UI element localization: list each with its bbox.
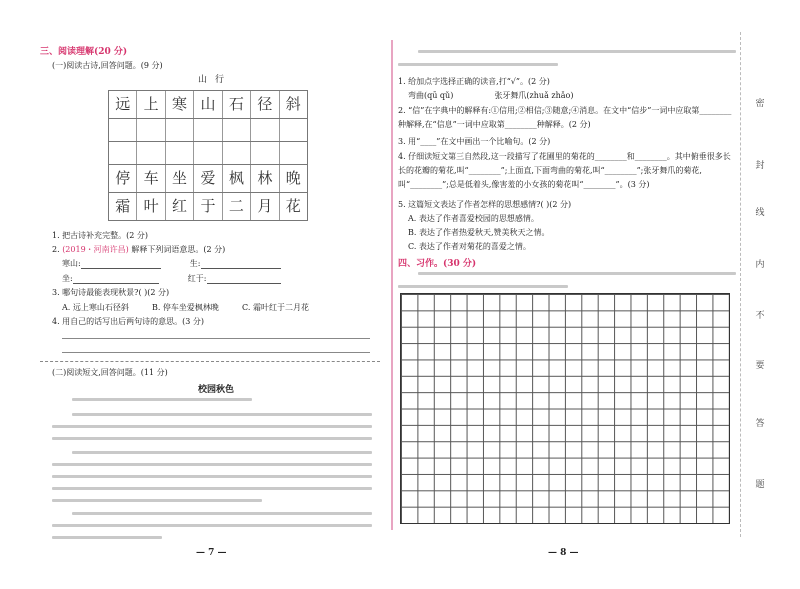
answer-blank[interactable] <box>81 259 161 269</box>
poem-title: 山行 <box>198 75 233 85</box>
r-question-2: 2. “信”在字典中的解释有:①信用;②相信;③随意;④消息。在文中“信步”一词中应取第________种解释,在“信息”一词中应取第________种解释。(2 分) <box>398 106 732 129</box>
poem-char: 月 <box>251 193 279 220</box>
q3-options <box>62 302 309 313</box>
poem-char: 二 <box>223 193 251 220</box>
binding-char: 题 <box>755 480 765 490</box>
term-row-1: 寒山: 生: <box>62 258 281 269</box>
writing-grid[interactable] <box>400 293 730 524</box>
part1-heading: (一)阅读古诗,回答问题。(9 分) <box>52 61 163 70</box>
poem-char: 坐 <box>166 165 194 192</box>
poem-row-3 <box>108 192 308 221</box>
poem-char: 红 <box>166 193 194 220</box>
poem-char: 上 <box>137 91 165 118</box>
poem-char: 叶 <box>137 193 165 220</box>
source-tag: (2019・河南许昌) <box>62 245 129 254</box>
poem-char: 晚 <box>285 169 301 187</box>
r-question-4: 4. 仔细读短文第三自然段,这一段描写了花圃里的菊花的________和________。其中俯垂很多长长的花瓣的菊花,叫“________”;上面直,下面弯曲的菊花,叫“________”;张牙舞爪的菊花,叫“________”;总是低着头,像害羞的小女孩的菊花叫“________”。(3 分) <box>398 152 731 189</box>
section-4-title: 四、习作。(30 分) <box>398 259 477 269</box>
question-3: 3. 哪句诗最能表现秋景?( )(2 分) <box>52 288 170 297</box>
page-number-left: — 7 — <box>196 548 227 558</box>
option-b[interactable]: B. 停车坐爱枫林晚 <box>151 303 219 312</box>
r-question-1: 1. 给加点字选择正确的读音,打“√”。(2 分) <box>398 77 550 86</box>
poem-row-1 <box>108 90 308 118</box>
poem-char: 车 <box>137 165 165 192</box>
binding-char: 密 <box>755 99 765 109</box>
poem-row-2 <box>108 164 308 192</box>
binding-char: 要 <box>755 361 765 371</box>
poem-char: 于 <box>194 193 222 220</box>
q5-option-b[interactable]: B. 表达了作者热爱秋天,赞美秋天之情。 <box>408 228 550 237</box>
poem-char: 寒 <box>166 91 194 118</box>
poem-char: 斜 <box>285 95 301 113</box>
poem-char: 径 <box>251 91 279 118</box>
answer-line[interactable] <box>62 352 370 353</box>
q5-option-a[interactable]: A. 表达了作者喜爱校园的思想感情。 <box>408 214 539 223</box>
q5-option-c[interactable]: C. 表达了作者对菊花的喜爱之情。 <box>408 242 531 251</box>
center-divider <box>391 40 393 530</box>
r-question-3: 3. 用“____”在文中画出一个比喻句。(2 分) <box>398 137 551 146</box>
poem-blank-row[interactable] <box>108 141 308 164</box>
poem-char: 石 <box>223 91 251 118</box>
question-4: 4. 用自己的话写出后两句诗的意思。(3 分) <box>52 317 205 326</box>
answer-blank[interactable] <box>73 274 159 284</box>
poem-char: 远 <box>109 91 137 118</box>
part2-heading: (二)阅读短文,回答问题。(11 分) <box>52 368 168 377</box>
poem-blank-row[interactable] <box>108 118 308 141</box>
answer-line[interactable] <box>62 338 370 339</box>
page-number-right: — 8 — <box>548 548 579 558</box>
poem-char: 枫 <box>223 165 251 192</box>
option-c[interactable]: C. 霜叶红于二月花 <box>242 303 309 312</box>
poem-char: 停 <box>109 165 137 192</box>
binding-char: 不 <box>755 311 765 321</box>
binding-char: 封 <box>755 161 765 171</box>
answer-blank[interactable] <box>201 259 281 269</box>
r-question-5: 5. 这篇短文表达了作者怎样的思想感情?( )(2 分) <box>398 200 572 209</box>
section-separator <box>40 361 380 362</box>
option-a[interactable]: A. 远上寒山石径斜 <box>62 303 129 312</box>
binding-char: 答 <box>755 419 765 429</box>
passage-title: 校园秋色 <box>198 385 235 395</box>
binding-line <box>740 32 741 537</box>
question-2: 2. (2019・河南许昌) 解释下列词语意思。(2 分) <box>52 245 226 254</box>
poem-char: 山 <box>194 91 222 118</box>
question-1: 1. 把古诗补充完整。(2 分) <box>52 231 149 240</box>
poem-char: 霜 <box>109 193 137 220</box>
q1-pinyin <box>408 90 573 101</box>
section-3-title: 三、阅读理解(20 分) <box>40 47 128 57</box>
binding-char: 内 <box>755 260 765 270</box>
answer-blank[interactable] <box>207 274 281 284</box>
pinyin-option-1[interactable]: 弯曲(qū qǔ) <box>408 91 454 100</box>
poem-grid <box>108 90 308 221</box>
poem-char: 花 <box>285 197 301 215</box>
binding-char: 线 <box>755 208 765 218</box>
poem-char: 林 <box>251 165 279 192</box>
term-row-2: 坐: 红于: <box>62 273 281 284</box>
poem-char: 爱 <box>194 165 222 192</box>
pinyin-option-2[interactable]: 张牙舞爪(zhuǎ zhǎo) <box>494 91 574 100</box>
